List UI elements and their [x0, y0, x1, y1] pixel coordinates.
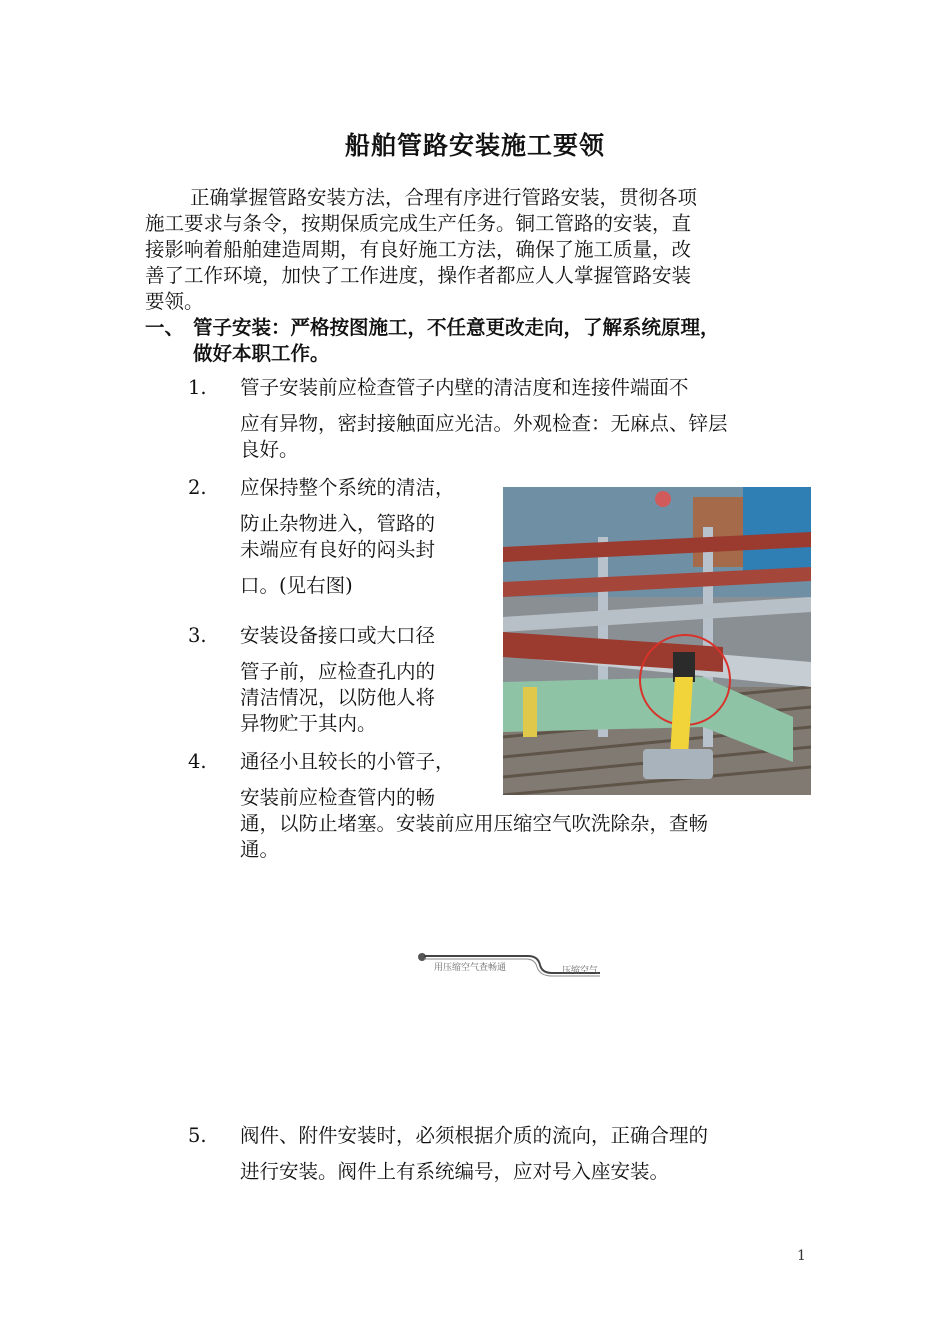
- item-2-line-1: 应保持整个系统的清洁，: [240, 476, 455, 499]
- intro-line-2: 施工要求与条令，按期保质完成生产任务。铜工管路的安装，直: [145, 212, 692, 235]
- item-1-line-3: 良好。: [240, 438, 299, 461]
- page-number: 1: [797, 1248, 806, 1264]
- item-4-number: 4.: [188, 750, 207, 773]
- section-marker: 一、: [145, 316, 185, 339]
- item-1-line-2: 应有异物，密封接触面应光洁。外观检查：无麻点、锌层: [240, 412, 728, 435]
- item-1-number: 1.: [188, 376, 207, 399]
- item-5-number: 5.: [188, 1124, 207, 1147]
- item-3-line-3: 清洁情况，以防他人将: [240, 686, 436, 709]
- page-title: 船舶管路安装施工要领: [344, 131, 605, 160]
- pipe-photo: [503, 487, 811, 795]
- item-4-line-4: 通。: [240, 838, 280, 861]
- item-3-line-1: 安装设备接口或大口径: [240, 624, 436, 647]
- item-5-line-1: 阀件、附件安装时，必须根据介质的流向，正确合理的: [240, 1124, 709, 1147]
- intro-line-3: 接影响着船舶建造周期，有良好施工方法，确保了施工质量，改: [145, 238, 692, 261]
- item-2-number: 2.: [188, 476, 207, 499]
- item-2-line-4: 口。(见右图): [240, 574, 353, 597]
- intro-line-5: 要领。: [145, 290, 204, 313]
- item-3-line-4: 异物贮于其内。: [240, 712, 377, 735]
- item-5-line-2: 进行安装。阀件上有系统编号，应对号入座安装。: [240, 1160, 670, 1183]
- diagram-left-label: 用压缩空气查畅通: [434, 963, 507, 973]
- item-2-line-2: 防止杂物进入，管路的: [240, 512, 436, 535]
- item-2-line-3: 未端应有良好的闷头封: [240, 538, 436, 561]
- air-blow-diagram: [410, 945, 610, 985]
- item-1-line-1: 管子安装前应检查管子内壁的清洁度和连接件端面不: [240, 376, 689, 399]
- intro-line-1: 正确掌握管路安装方法，合理有序进行管路安装，贯彻各项: [190, 186, 698, 209]
- intro-line-4: 善了工作环境，加快了工作进度，操作者都应人人掌握管路安装: [145, 264, 692, 287]
- section-heading-line-1: 管子安装：严格按图施工，不任意更改走向，了解系统原理，: [193, 316, 720, 339]
- section-heading-line-2: 做好本职工作。: [193, 342, 330, 365]
- item-3-number: 3.: [188, 624, 207, 647]
- item-4-line-3: 通，以防止堵塞。安装前应用压缩空气吹洗除杂，查畅: [240, 812, 709, 835]
- item-4-line-2: 安装前应检查管内的畅: [240, 786, 436, 809]
- item-3-line-2: 管子前，应检查孔内的: [240, 660, 436, 683]
- item-4-line-1: 通径小且较长的小管子，: [240, 750, 455, 773]
- diagram-right-label: 压缩空气: [562, 966, 599, 976]
